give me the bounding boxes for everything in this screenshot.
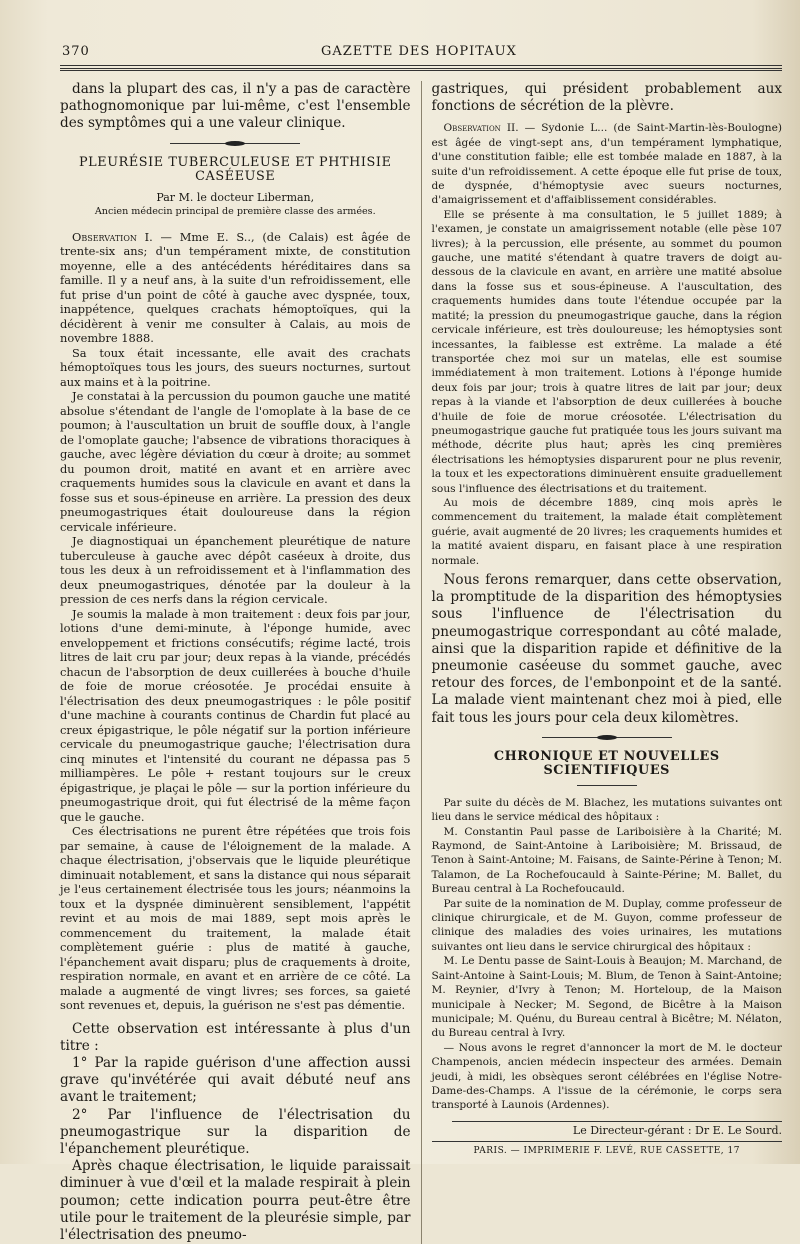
- header-rule-thin: [60, 70, 782, 71]
- left-paragraph-3: Je constatai à la percussion du poumon gauche une matité absolue s'étendant de l'angle de l'omoplate à la base de ce poumon; à l'auscultation un bruit de souffle doux, à l'angle de l'omoplate gauche; l'absence de vibrations thoraciques à gauche, avec légère déviation du cœur à droite; au sommet du poumon droit, matité en avant et en arrière avec craquements humides sous la clavicule en avant et dans la fosse sus et sous-épineuse en arrière. La pression des deux pneumogastriques était douloureuse dans la région cervicale inférieure.: [60, 389, 411, 534]
- header-rule: [60, 65, 782, 69]
- right-paragraph-3: Elle se présente à ma consultation, le 5 juillet 1889; à l'examen, je constate un amaigrissement notable (elle pèse 107 livres); à la percussion, elle présente, au sommet du poumon gauche, une matité s'étendant à quatre travers de doigt au-dessous de la clavicule en avant, en arrière une matité absolue dans la fosse sus et sous-épineuse. A l'auscultation, des craquements humides dans toute l'étendue occupée par la matité; la pression du pneumogastrique gauche, dans la région cervicale inférieure, est très douloureuse; les hémoptysies sont incessantes, la faiblesse est extrême. La malade a été transportée chez moi sur un matelas, elle est soumise immédiatement à mon traitement. Lotions à l'éponge humide deux fois par jour; trois à quatre litres de lait par jour; deux repas à la viande et l'absorption de deux cuillerées à bouche d'huile de foie de morue créosotée. L'électrisation du pneumogastrique gauche fut pratiquée tous les jours suivant ma méthode, décrite plus haut; après les cinq premières électrisations les hémoptysies disparurent pour ne plus revenir, la toux et les expectorations diminuèrent ensuite graduellement sous l'influence des électrisations et du traitement.: [431, 208, 782, 495]
- observation-1-label: Observation I.: [72, 229, 153, 244]
- left-paragraph-7: Cette observation est intéressante à plus d'un titre :: [60, 1020, 411, 1054]
- right-paragraph-9: M. Le Dentu passe de Saint-Louis à Beaujon; M. Marchand, de Saint-Antoine à Saint-Louis; M. Blum, de Tenon à Saint-Antoine; M. Reynier, d'Ivry à Tenon; M. Horteloup, de la Maison municipale à Necker; M. Segond, de Bicêtre à la Maison municipale; M. Quénu, du Bureau central à Bicêtre; M. Nélaton, du Bureau central à Ivry.: [431, 955, 782, 1040]
- left-paragraph-8: 1° Par la rapide guérison d'une affection aussi grave qu'invétérée qui avait débuté neuf ans avant le traitement;: [60, 1055, 411, 1106]
- right-paragraph-1: gastriques, qui président probablement aux fonctions de sécrétion de la plèvre.: [431, 81, 782, 115]
- observation-2-paragraph: [432, 121, 783, 207]
- right-paragraph-7: M. Constantin Paul passe de Lariboisière à la Charité; M. Raymond, de Saint-Antoine à Lariboisière; M. Brissaud, de Tenon à Saint-Antoine; M. Faisans, de Sainte-Périne à Tenon; M. Talamon, de La Rochefoucauld à Sainte-Périne; M. Ballet, du Bureau central à La Rochefoucauld.: [431, 825, 782, 896]
- right-paragraph-4: Au mois de décembre 1889, cinq mois après le commencement du traitement, la malade était complètement guérie, avait augmenté de 20 livres; les craquements humides et la matité avaient disparu, en faisant place à une respiration normale.: [431, 496, 782, 567]
- author-role: Ancien médecin principal de première classe des armées.: [94, 206, 376, 218]
- left-paragraph-10: Après chaque électrisation, le liquide paraissait diminuer à vue d'œil et la malade respirait à plein poumon; cette indication pourra peut-être être utile pour le traitement de la pleurésie simple, par l'électrisation des pneumo-: [60, 1158, 411, 1244]
- left-paragraph-9: 2° Par l'influence de l'électrisation du pneumogastrique sur la disparition de l'épanchement pleurétique.: [60, 1106, 411, 1158]
- right-paragraph-10: — Nous avons le regret d'annoncer la mort de M. le docteur Champenois, ancien médecin inspecteur des armées. Demain jeudi, à midi, les obsèques seront célébrées en l'église Notre-Dame-des-Champs. A l'issue de la cérémonie, le corps sera transporté à Launois (Ardennes).: [431, 1041, 782, 1112]
- right-column: [422, 81, 783, 1244]
- journal-title: GAZETTE DES HOPITAUX: [320, 44, 517, 59]
- ornament-divider-2: [432, 737, 783, 738]
- intro-paragraph: dans la plupart des cas, il n'y a pas de caractère pathognomonique par lui-même, c'est l'ensemble des symptômes qui a une valeur clinique.: [60, 81, 411, 132]
- article-title: PLEURÉSIE TUBERCULEUSE ET PHTHISIE CASÉEUSE: [78, 154, 392, 185]
- printer-imprint: PARIS. — IMPRIMERIE F. LEVÉ, RUE CASSETTE, 17: [473, 1146, 740, 1157]
- article-author: Par M. le docteur Liberman,: [156, 190, 315, 204]
- left-paragraph-4: Je diagnostiquai un épanchement pleurétique de nature tuberculeuse à gauche avec dépôt caséeux à droite, dus tous les deux à un refroidissement et à l'inflammation des deux pneumogastriques, dénotée par la douleur à la pression de ces nerfs dans la région cervicale.: [60, 534, 411, 607]
- observation-1-text: — Mme E. S.., (de Calais) est âgée de trente-six ans; d'un tempérament mixte, de constitution moyenne, elle a des antécédents héréditaires dans sa famille. Il y a neuf ans, à la suite d'un refroidissement, elle fut prise d'un point de côté à gauche avec dyspnée, toux, inappétence, quelques crachats hémoptoïques, qui la décidèrent à venir me consulter à Calais, au mois de novembre 1888.: [60, 229, 411, 346]
- right-paragraph-8: Par suite de la nomination de M. Duplay, comme professeur de clinique chirurgicale, et de M. Guyon, comme professeur de clinique des maladies des voies urinaires, les mutations suivantes ont lieu dans le service chirurgical des hôpitaux :: [431, 897, 782, 953]
- section-title-rule: [577, 785, 637, 786]
- columns: [60, 81, 782, 1244]
- left-paragraph-2: Sa toux était incessante, elle avait des crachats hémoptoïques tous les jours, des sueurs nocturnes, surtout aux mains et à la poitrine.: [60, 345, 411, 389]
- observation-2-text: — Sydonie L... (de Saint-Martin-lès-Boulogne) est âgée de vingt-sept ans, d'un tempérament lymphatique, d'une constitution faible; elle est tombée malade en 1887, à la suite d'un refroidissement. A cette époque elle fut prise de toux, de dyspnée, d'hémoptysie avec sueurs nocturnes, d'amaigrissement et d'affaiblissement considérables.: [431, 122, 782, 207]
- right-paragraph-6: Par suite du décès de M. Blachez, les mutations suivantes ont lieu dans le service médical des hôpitaux :: [431, 796, 782, 824]
- page-number: 370: [62, 44, 90, 59]
- observation-2-label: Observation II.: [443, 122, 519, 135]
- running-head: [60, 44, 782, 59]
- left-paragraph-5: Je soumis la malade à mon traitement : deux fois par jour, lotions d'une demi-minute, à l'éponge humide, avec enveloppement et frictions consécutifs; régime lacté, trois litres de lait cru par jour; deux repas à la viande, précédés chacun de l'absorption de deux cuillerées à bouche d'huile de foie de morue créosotée. Je procédai ensuite à l'électrisation des deux pneumogastriques : le pôle positif d'une machine à courants continus de Chardin fut placé au creux épigastrique, le pôle négatif sur la portion inférieure cervicale du pneumogastrique gauche; l'électrisation dura cinq minutes et l'intensité du courant ne dépassa pas 5 milliampères. Le pôle + restant toujours sur le creux épigastrique, je plaçai le pôle — sur la portion inférieure du pneumogastrique droit, qui fut électrisé de la même façon que le gauche.: [60, 606, 411, 824]
- left-column: [60, 81, 422, 1244]
- observation-1-paragraph: [60, 230, 411, 346]
- left-paragraph-6: Ces électrisations ne purent être répétées que trois fois par semaine, à cause de l'éloignement de la malade. A chaque électrisation, j'observais que le liquide pleurétique diminuait notablement, et sans la distance qui nous séparait je l'eus certainement électrisée tous les jours; néanmoins la toux et la dyspnée diminuèrent sensiblement, l'appétit revint et au mois de mai 1889, sept mois après le commencement du traitement, la malade était complètement guérie : plus de matité à gauche, l'épanchement avait disparu; plus de craquements à droite, respiration normale, en avant et en arrière de ce côté. La malade a augmenté de vingt livres; ses forces, sa gaieté sont revenues et, depuis, la guérison ne s'est pas démentie.: [60, 824, 411, 1013]
- right-paragraph-5: Nous ferons remarquer, dans cette observation, la promptitude de la disparition des hémoptysies sous l'influence de l'électrisation du pneumogastrique correspondant au côté malade, ainsi que la disparition rapide et définitive de la pneumonie caséeuse du sommet gauche, avec retour des forces, de l'embonpoint et de la santé. La malade vient maintenant chez moi à pied, elle fait tous les jours pour cela deux kilomètres.: [431, 572, 782, 726]
- signature-rule: [452, 1121, 783, 1122]
- section-title: CHRONIQUE ET NOUVELLES SCIENTIFIQUES: [493, 748, 720, 779]
- imprint-rule: [432, 1141, 783, 1142]
- director-signature: Le Directeur-gérant : Dr E. Le Sourd.: [572, 1123, 782, 1137]
- ornament-divider: [60, 143, 411, 144]
